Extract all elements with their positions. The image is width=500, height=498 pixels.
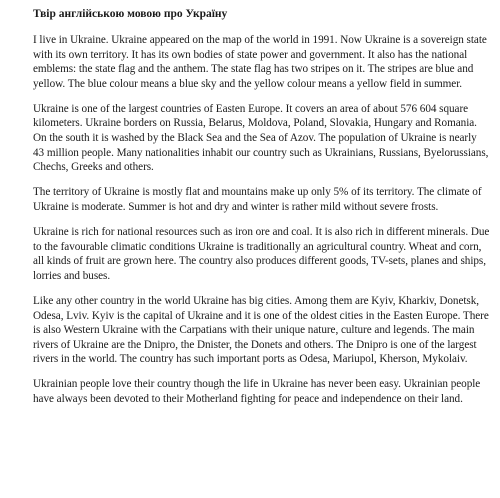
- document-title: Твір англійською мовою про Україну: [33, 8, 228, 20]
- paragraph-6: Ukrainian people love their country though the life in Ukraine has never been easy. Ukrainian people have always been devoted to their Motherland fighting for peace and independence on their land.: [33, 378, 481, 405]
- paragraph-3: The territory of Ukraine is mostly flat and mountains make up only 5% of its territory. The climate of Ukraine is moderate. Summer is hot and dry and winter is rather mild without severe frosts.: [33, 186, 482, 213]
- paragraph-5: Like any other country in the world Ukraine has big cities. Among them are Kyiv, Kharkiv, Donetsk, Odesa, Lviv. Kyiv is the capital of Ukraine and it is one of the oldest cities in the Easten Europe. There is also Western Ukraine with the Carpatians with their unique nature, culture and legends. The main rivers of Ukraine are the Dnipro, the Dnister, the Donets and others. The Dnipro is one of the largest rivers in the world. The country has such important ports as Odesa, Mariupol, Kherson, Mykolaiv.: [33, 294, 489, 366]
- paragraph-1: I live in Ukraine. Ukraine appeared on the map of the world in 1991. Now Ukraine is a sovereign state with its own territory. It has its own bodies of state power and government. It also has the national emblems: the state flag and the anthem. The state flag has two stripes on it. The stripes are blue and yellow. The blue colour means a blue sky and the yellow colour means a yellow field in summer.: [33, 34, 487, 90]
- paragraph-2: Ukraine is one of the largest countries of Easten Europe. It covers an area of about 576 604 square kilometers. Ukraine borders on Russia, Belarus, Moldova, Poland, Slovakia, Hungary and Romania. On the south it is washed by the Black Sea and the Sea of Azov. The population of Ukraine is nearly 43 million people. Many nationalities inhabit our country such as Ukrainians, Russians, Byelorussians, Chechs, Greeks and others.: [33, 102, 489, 174]
- paragraph-4: Ukraine is rich for national resources such as iron ore and coal. It is also rich in different minerals. Due to the favourable climatic conditions Ukraine is traditionally an agricultural country. Wheat and corn, all kinds of fruit are grown here. The country also produces different goods, TV-sets, planes and ships, lorries and buses.: [33, 226, 490, 282]
